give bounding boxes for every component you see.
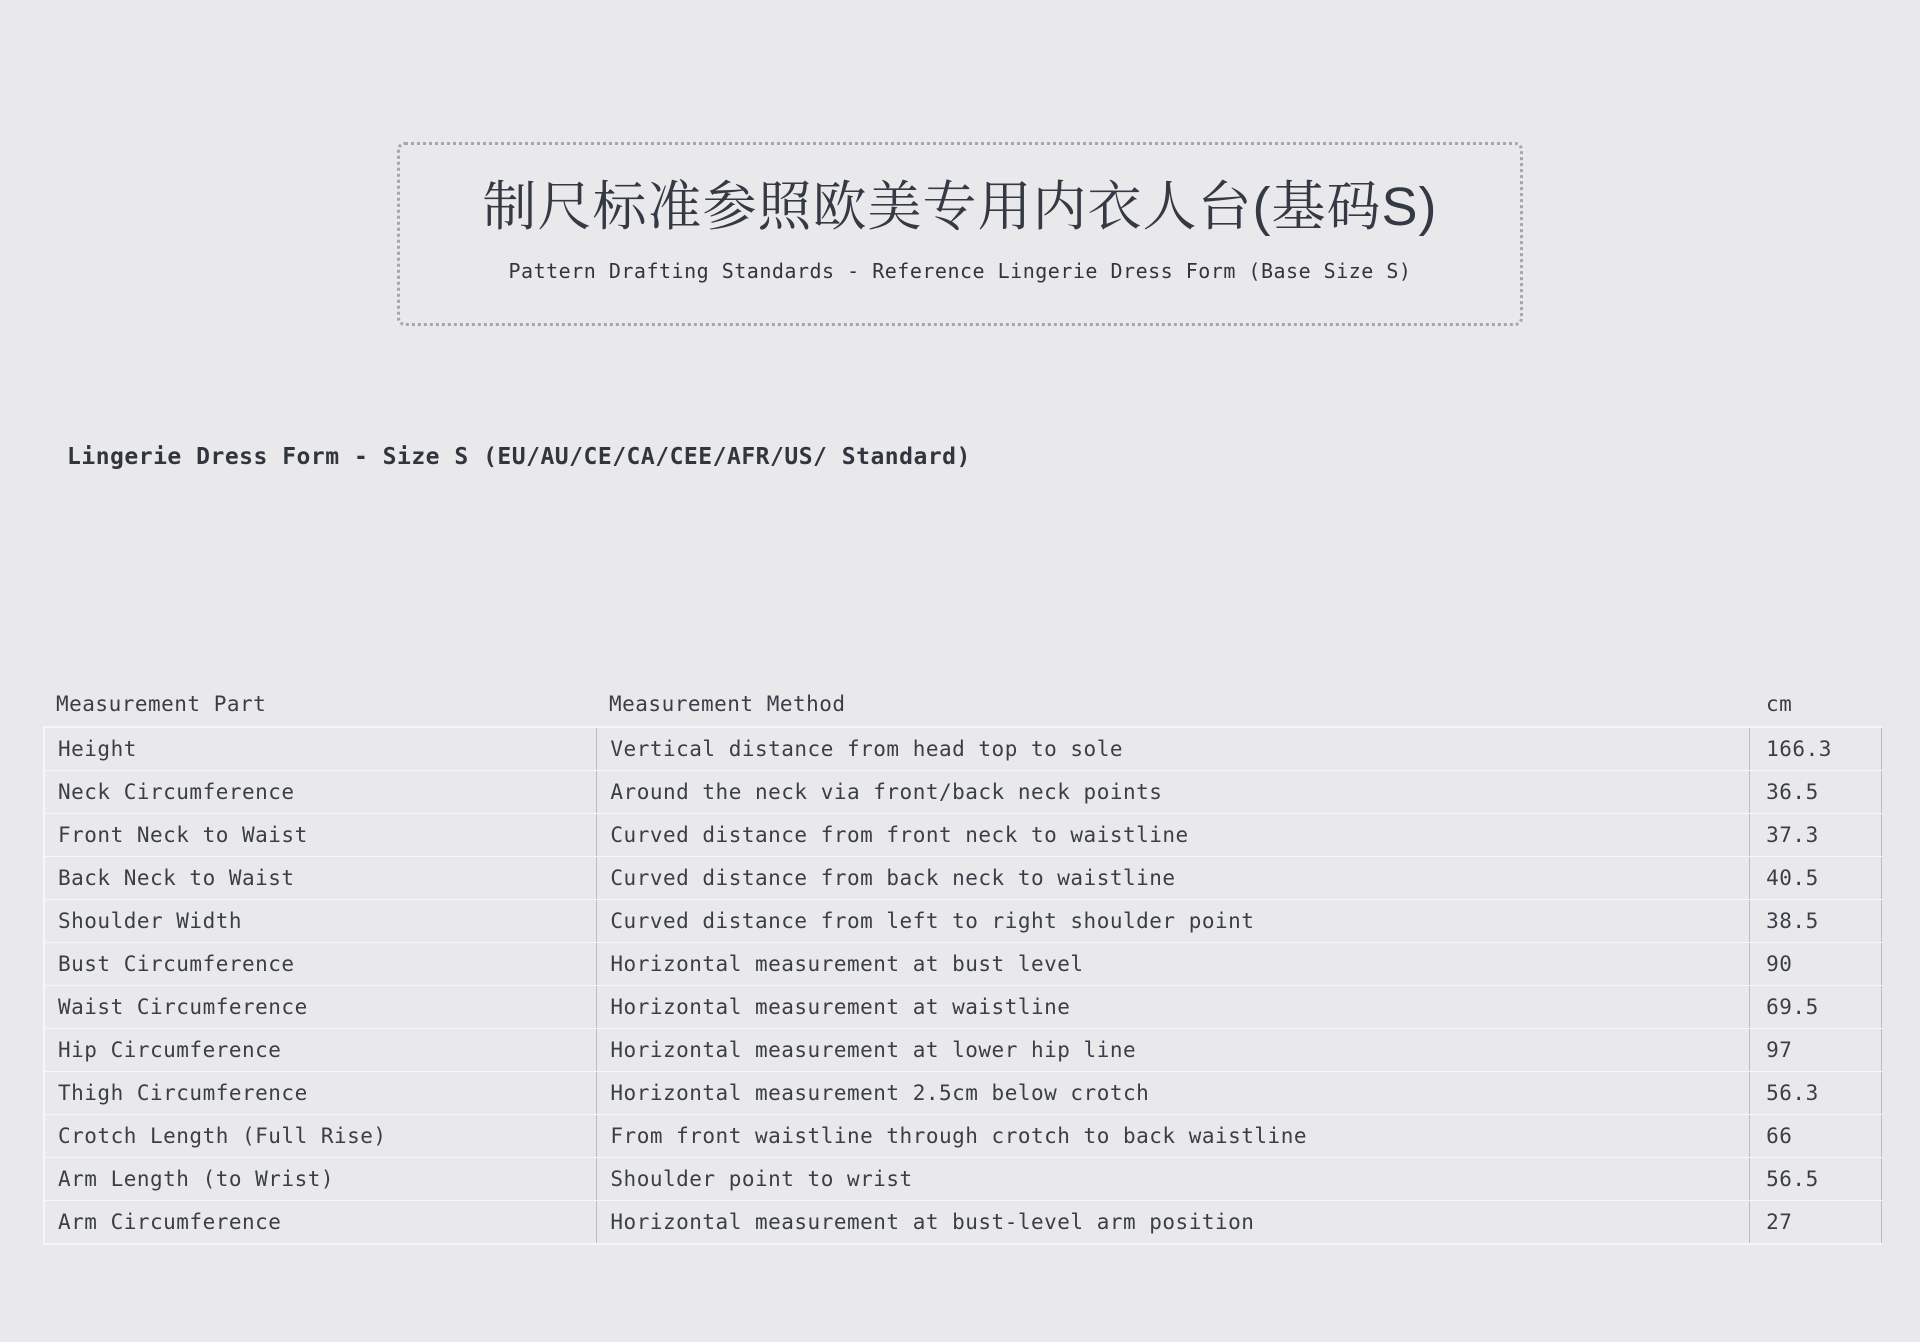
cell-measurement-method: Horizontal measurement 2.5cm below crotch bbox=[597, 1072, 1750, 1114]
table-row bbox=[45, 1201, 1882, 1243]
table-row bbox=[45, 1158, 1882, 1201]
cell-cm-value: 36.5 bbox=[1750, 771, 1882, 813]
cell-measurement-part: Thigh Circumference bbox=[45, 1072, 597, 1114]
measurement-table-body bbox=[43, 726, 1882, 1245]
cell-cm-value: 90 bbox=[1750, 943, 1882, 985]
table-row bbox=[45, 1115, 1882, 1158]
cell-measurement-part: Arm Circumference bbox=[45, 1201, 597, 1243]
cell-measurement-method: Shoulder point to wrist bbox=[597, 1158, 1750, 1200]
table-row bbox=[45, 900, 1882, 943]
column-header-cm: cm bbox=[1766, 692, 1793, 716]
cell-measurement-method: Curved distance from back neck to waistline bbox=[597, 857, 1750, 899]
cell-measurement-method: Around the neck via front/back neck points bbox=[597, 771, 1750, 813]
cell-cm-value: 38.5 bbox=[1750, 900, 1882, 942]
column-header-method: Measurement Method bbox=[609, 692, 846, 716]
cell-cm-value: 27 bbox=[1750, 1201, 1882, 1243]
table-row bbox=[45, 1072, 1882, 1115]
cell-measurement-part: Waist Circumference bbox=[45, 986, 597, 1028]
measurement-table bbox=[43, 682, 1882, 1245]
cell-cm-value: 40.5 bbox=[1750, 857, 1882, 899]
cell-cm-value: 66 bbox=[1750, 1115, 1882, 1157]
cell-measurement-part: Shoulder Width bbox=[45, 900, 597, 942]
section-heading: Lingerie Dress Form - Size S (EU/AU/CE/CA/CEE/AFR/US/ Standard) bbox=[67, 444, 971, 470]
page-title-chinese: 制尺标准参照欧美专用内衣人台(基码S) bbox=[482, 177, 1438, 237]
page-subtitle-english: Pattern Drafting Standards - Reference Lingerie Dress Form (Base Size S) bbox=[508, 259, 1412, 283]
cell-measurement-part: Hip Circumference bbox=[45, 1029, 597, 1071]
cell-measurement-method: From front waistline through crotch to back waistline bbox=[597, 1115, 1750, 1157]
table-row bbox=[45, 986, 1882, 1029]
cell-cm-value: 56.3 bbox=[1750, 1072, 1882, 1114]
table-row bbox=[45, 728, 1882, 771]
column-header-part: Measurement Part bbox=[56, 692, 267, 716]
table-header-row bbox=[43, 682, 1882, 726]
cell-measurement-part: Crotch Length (Full Rise) bbox=[45, 1115, 597, 1157]
page bbox=[0, 142, 1920, 1342]
cell-cm-value: 97 bbox=[1750, 1029, 1882, 1071]
cell-measurement-part: Neck Circumference bbox=[45, 771, 597, 813]
cell-measurement-method: Horizontal measurement at lower hip line bbox=[597, 1029, 1750, 1071]
cell-measurement-part: Height bbox=[45, 728, 597, 770]
cell-measurement-part: Arm Length (to Wrist) bbox=[45, 1158, 597, 1200]
cell-measurement-part: Front Neck to Waist bbox=[45, 814, 597, 856]
cell-cm-value: 56.5 bbox=[1750, 1158, 1882, 1200]
cell-cm-value: 69.5 bbox=[1750, 986, 1882, 1028]
cell-measurement-method: Horizontal measurement at bust level bbox=[597, 943, 1750, 985]
cell-measurement-method: Horizontal measurement at bust-level arm position bbox=[597, 1201, 1750, 1243]
cell-measurement-part: Bust Circumference bbox=[45, 943, 597, 985]
table-row bbox=[45, 771, 1882, 814]
table-row bbox=[45, 814, 1882, 857]
table-row bbox=[45, 1029, 1882, 1072]
table-row bbox=[45, 857, 1882, 900]
cell-measurement-method: Curved distance from front neck to waistline bbox=[597, 814, 1750, 856]
table-row bbox=[45, 943, 1882, 986]
cell-measurement-method: Curved distance from left to right shoulder point bbox=[597, 900, 1750, 942]
title-card bbox=[397, 142, 1523, 326]
cell-measurement-method: Vertical distance from head top to sole bbox=[597, 728, 1750, 770]
cell-measurement-method: Horizontal measurement at waistline bbox=[597, 986, 1750, 1028]
cell-cm-value: 37.3 bbox=[1750, 814, 1882, 856]
cell-measurement-part: Back Neck to Waist bbox=[45, 857, 597, 899]
cell-cm-value: 166.3 bbox=[1750, 728, 1882, 770]
